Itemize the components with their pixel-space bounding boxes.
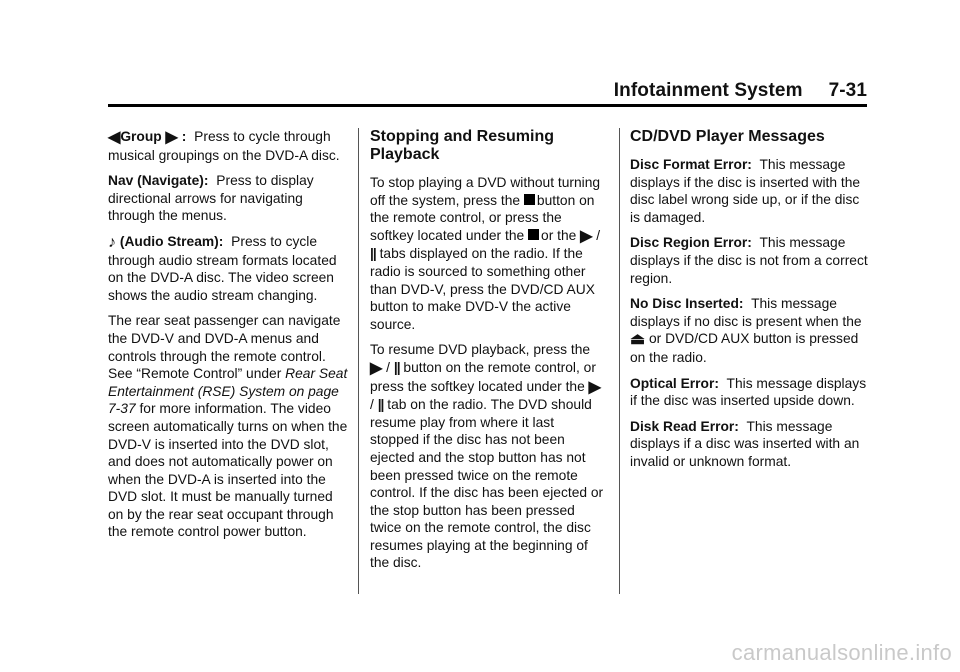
nav-label: Nav (Navigate): bbox=[108, 173, 209, 189]
resume-paragraph: To resume DVD playback, press the ▶ / || button on the remote control, or press the softkey located under the ▶ / || tab on the radio. The DVD should resume play from where it last stopped if the disc has not been ejected and the stop button has not been pressed twice on the remote control. If the disc has been ejected or the stop button has been pressed twice on the remote control, the disc resumes playing at the beginning of the disc. bbox=[370, 342, 604, 571]
pause-icon: || bbox=[393, 359, 400, 375]
group-label: Group ▶ : bbox=[120, 129, 187, 146]
message-item: Optical Error: This message displays if the disc was inserted upside down. bbox=[630, 375, 867, 409]
triangle-right-icon: ▶ bbox=[588, 378, 601, 396]
stop-paragraph: To stop playing a DVD without turning off the system, press the button on the remote control, or press the softkey located under the or the ▶ / || tabs displayed on the radio. If the radio is sourced to something other than DVD-V, press the DVD/CD AUX button to make DVD-V the active source. bbox=[370, 175, 601, 332]
message-item: Disc Region Error: This message displays if the disc is not from a correct region. bbox=[630, 235, 868, 286]
triangle-right-icon: ▶ bbox=[580, 227, 593, 245]
audio-text: Press to cycle through audio stream formats located on the DVD-A disc. The video screen shows the audio stream changing. bbox=[108, 233, 337, 303]
section-title: Infotainment System bbox=[613, 80, 803, 101]
pause-icon: || bbox=[370, 246, 376, 262]
column-3 bbox=[630, 128, 868, 479]
rear-seat-paragraph: The rear seat passenger can navigate the DVD-V and DVD-A menus and controls through the remote control. See “Remote Control” under Rear Seat Entertainment (RSE) System on page 7-37 for more information. The video screen automatically turns on when the DVD-V is inserted into the DVD slot, and does not automatically power on when the DVD-A is inserted into the DVD slot. It must be manually turned on by the rear seat occupant through the remote control power button. bbox=[108, 313, 348, 540]
section-heading: Stopping and Resuming Playback bbox=[370, 128, 554, 163]
message-item: Disk Read Error: This message displays if a disc was inserted with an invalid or unknown format. bbox=[630, 418, 860, 469]
stop-square-icon bbox=[524, 194, 535, 205]
note-icon: ♪ bbox=[108, 233, 116, 251]
group-paragraph bbox=[108, 128, 350, 164]
nav-text: Press to display directional arrows for navigating through the menus. bbox=[108, 173, 314, 224]
section-heading: CD/DVD Player Messages bbox=[630, 128, 825, 145]
group-text: Press to cycle through musical groupings on the DVD-A disc. bbox=[108, 129, 340, 163]
column-2 bbox=[370, 128, 606, 580]
page-number: 7-31 bbox=[828, 80, 867, 101]
header-title bbox=[614, 80, 867, 102]
column-divider bbox=[358, 128, 359, 594]
triangle-right-icon: ▶ bbox=[165, 129, 178, 146]
nav-paragraph bbox=[108, 172, 350, 225]
eject-icon: ⏏ bbox=[630, 331, 646, 349]
page-header bbox=[108, 74, 867, 107]
watermark: carmanualsonline.info bbox=[731, 640, 952, 665]
audio-paragraph bbox=[108, 233, 350, 304]
column-1 bbox=[108, 128, 350, 549]
pause-icon: || bbox=[377, 397, 384, 413]
cross-reference: Rear Seat Entertainment (RSE) System on page 7-37 bbox=[108, 366, 348, 417]
triangle-left-icon: ◀ bbox=[108, 129, 121, 146]
column-divider bbox=[619, 128, 620, 594]
stop-square-icon bbox=[528, 229, 539, 240]
audio-label: (Audio Stream): bbox=[119, 233, 224, 249]
triangle-right-icon: ▶ bbox=[370, 359, 383, 377]
message-item: Disc Format Error: This message displays if the disc is inserted with the disc label wrong side up, or if the disc is damaged. bbox=[630, 157, 861, 225]
message-item: No Disc Inserted: This message displays if no disc is present when the ⏏ or DVD/CD AUX button is pressed on the radio. bbox=[630, 296, 862, 365]
